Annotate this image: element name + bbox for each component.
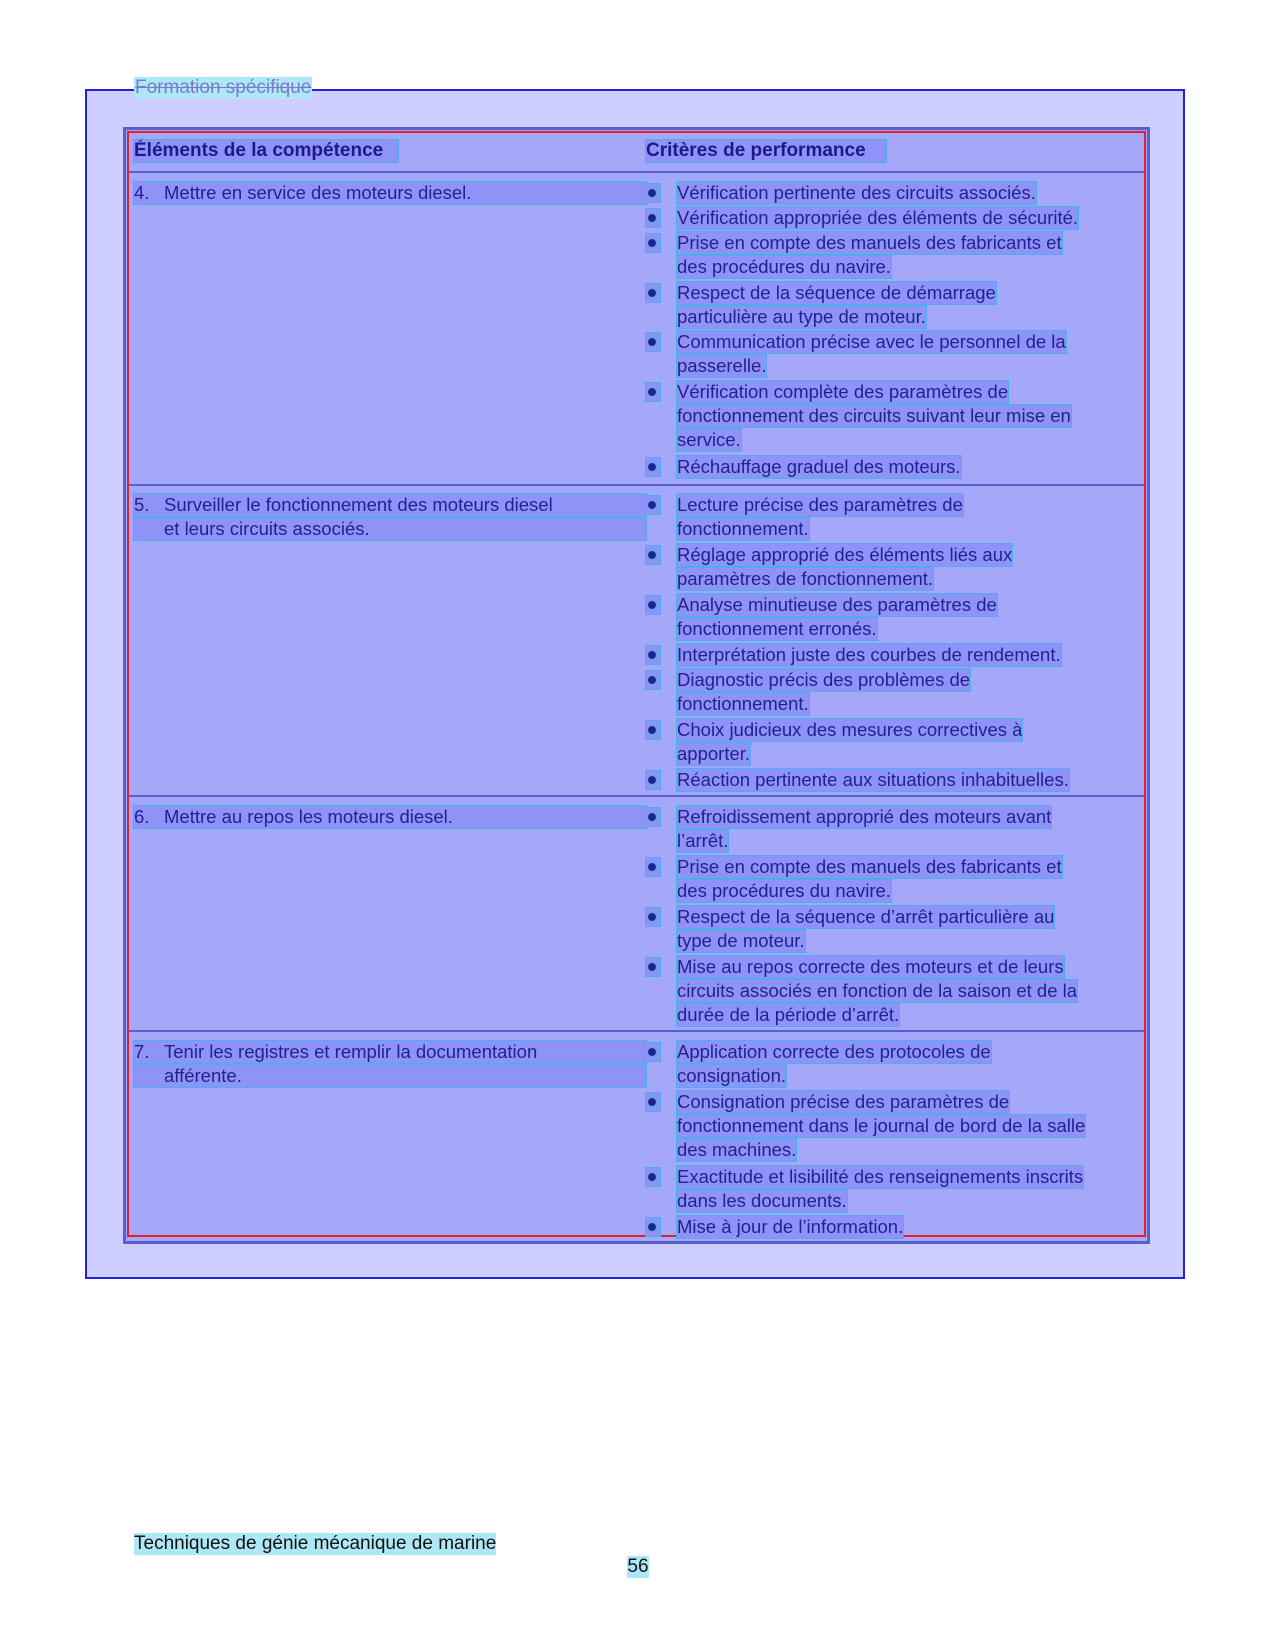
criterion-line: apporter.: [677, 743, 751, 764]
bullet-dot-icon: [648, 863, 656, 871]
header-divider: [129, 171, 1144, 173]
criterion-line: Lecture précise des paramètres de: [677, 494, 963, 515]
bullet-dot-icon: [648, 189, 656, 197]
footer-title: Techniques de génie mécanique de marine: [134, 1533, 497, 1554]
row-divider: [129, 484, 1144, 486]
criterion-line: Réchauffage graduel des moteurs.: [677, 456, 961, 477]
bullet-dot-icon: [648, 776, 656, 784]
element-line: [134, 518, 646, 540]
bullet-dot-icon: [648, 463, 656, 471]
criterion-line: Prise en compte des manuels des fabricants et: [677, 856, 1062, 877]
bullet-dot-icon: [648, 1173, 656, 1181]
criterion-line: des procédures du navire.: [677, 256, 891, 277]
section-header: Formation spécifique: [135, 77, 312, 98]
criterion-line: fonctionnement erronés.: [677, 618, 877, 639]
criterion-line: Application correcte des protocoles de: [677, 1041, 991, 1062]
criterion-line: passerelle.: [677, 355, 767, 376]
criterion-line: Diagnostic précis des problèmes de: [677, 669, 971, 690]
bullet-dot-icon: [648, 214, 656, 222]
criterion-line: Interprétation juste des courbes de rendement.: [677, 644, 1061, 665]
element-line: [134, 806, 646, 828]
criterion-line: service.: [677, 429, 741, 450]
element-number: 5.: [134, 494, 150, 515]
criterion-line: type de moteur.: [677, 930, 805, 951]
bullet-dot-icon: [648, 551, 656, 559]
bullet-dot-icon: [648, 1048, 656, 1056]
criterion-line: des procédures du navire.: [677, 880, 891, 901]
criterion-line: l’arrêt.: [677, 830, 729, 851]
criterion-line: Respect de la séquence de démarrage: [677, 282, 996, 303]
criterion-line: Consignation précise des paramètres de: [677, 1091, 1010, 1112]
criterion-line: Mise à jour de l’information.: [677, 1216, 904, 1237]
criterion-line: Communication précise avec le personnel de la: [677, 331, 1066, 352]
element-line: [134, 182, 646, 204]
criterion-line: des machines.: [677, 1139, 797, 1160]
bullet-dot-icon: [648, 1223, 656, 1231]
criterion-line: consignation.: [677, 1065, 787, 1086]
element-number: 6.: [134, 806, 150, 827]
bullet-dot-icon: [648, 1098, 656, 1106]
element-text: afférente.: [164, 1065, 242, 1086]
criterion-line: Réaction pertinente aux situations inhabituelles.: [677, 769, 1069, 790]
criterion-line: fonctionnement des circuits suivant leur mise en: [677, 405, 1071, 426]
element-text: Surveiller le fonctionnement des moteurs diesel: [164, 494, 553, 515]
criterion-line: paramètres de fonctionnement.: [677, 568, 934, 589]
bullet-dot-icon: [648, 676, 656, 684]
bullet-dot-icon: [648, 813, 656, 821]
criterion-line: Réglage approprié des éléments liés aux: [677, 544, 1013, 565]
bullet-dot-icon: [648, 388, 656, 396]
criterion-line: Mise au repos correcte des moteurs et de leurs: [677, 956, 1064, 977]
criterion-line: durée de la période d’arrêt.: [677, 1004, 900, 1025]
criterion-line: Refroidissement approprié des moteurs avant: [677, 806, 1052, 827]
criterion-line: fonctionnement.: [677, 518, 809, 539]
criterion-line: Vérification pertinente des circuits associés.: [677, 182, 1036, 203]
criterion-line: Prise en compte des manuels des fabricants et: [677, 232, 1062, 253]
bullet-dot-icon: [648, 913, 656, 921]
element-text: et leurs circuits associés.: [164, 518, 370, 539]
element-line: [134, 1065, 646, 1087]
criterion-line: circuits associés en fonction de la saison et de la: [677, 980, 1078, 1001]
bullet-dot-icon: [648, 601, 656, 609]
row-divider: [129, 1030, 1144, 1032]
criterion-line: fonctionnement dans le journal de bord de la salle: [677, 1115, 1086, 1136]
bullet-dot-icon: [648, 501, 656, 509]
bullet-dot-icon: [648, 289, 656, 297]
row-divider: [129, 795, 1144, 797]
element-text: Tenir les registres et remplir la documentation: [164, 1041, 538, 1062]
column-header-criteria: Critères de performance: [646, 140, 886, 162]
criterion-line: fonctionnement.: [677, 693, 809, 714]
bullet-dot-icon: [648, 338, 656, 346]
element-text: Mettre en service des moteurs diesel.: [164, 182, 472, 203]
column-header-elements: Éléments de la compétence: [134, 140, 398, 162]
criterion-line: particulière au type de moteur.: [677, 306, 926, 327]
element-number: 4.: [134, 182, 150, 203]
criterion-line: Vérification complète des paramètres de: [677, 381, 1009, 402]
criterion-line: Exactitude et lisibilité des renseignements inscrits: [677, 1166, 1084, 1187]
bullet-dot-icon: [648, 726, 656, 734]
criterion-line: Vérification appropriée des éléments de sécurité.: [677, 207, 1079, 228]
element-number: 7.: [134, 1041, 150, 1062]
bullet-dot-icon: [648, 651, 656, 659]
element-text: Mettre au repos les moteurs diesel.: [164, 806, 453, 827]
page-number: 56: [627, 1556, 649, 1577]
criterion-line: Respect de la séquence d’arrêt particulière au: [677, 906, 1055, 927]
element-line: [134, 494, 646, 516]
criterion-line: Analyse minutieuse des paramètres de: [677, 594, 997, 615]
bullet-dot-icon: [648, 239, 656, 247]
bullet-dot-icon: [648, 963, 656, 971]
element-line: [134, 1041, 646, 1063]
criterion-line: Choix judicieux des mesures correctives à: [677, 719, 1023, 740]
criterion-line: dans les documents.: [677, 1190, 847, 1211]
